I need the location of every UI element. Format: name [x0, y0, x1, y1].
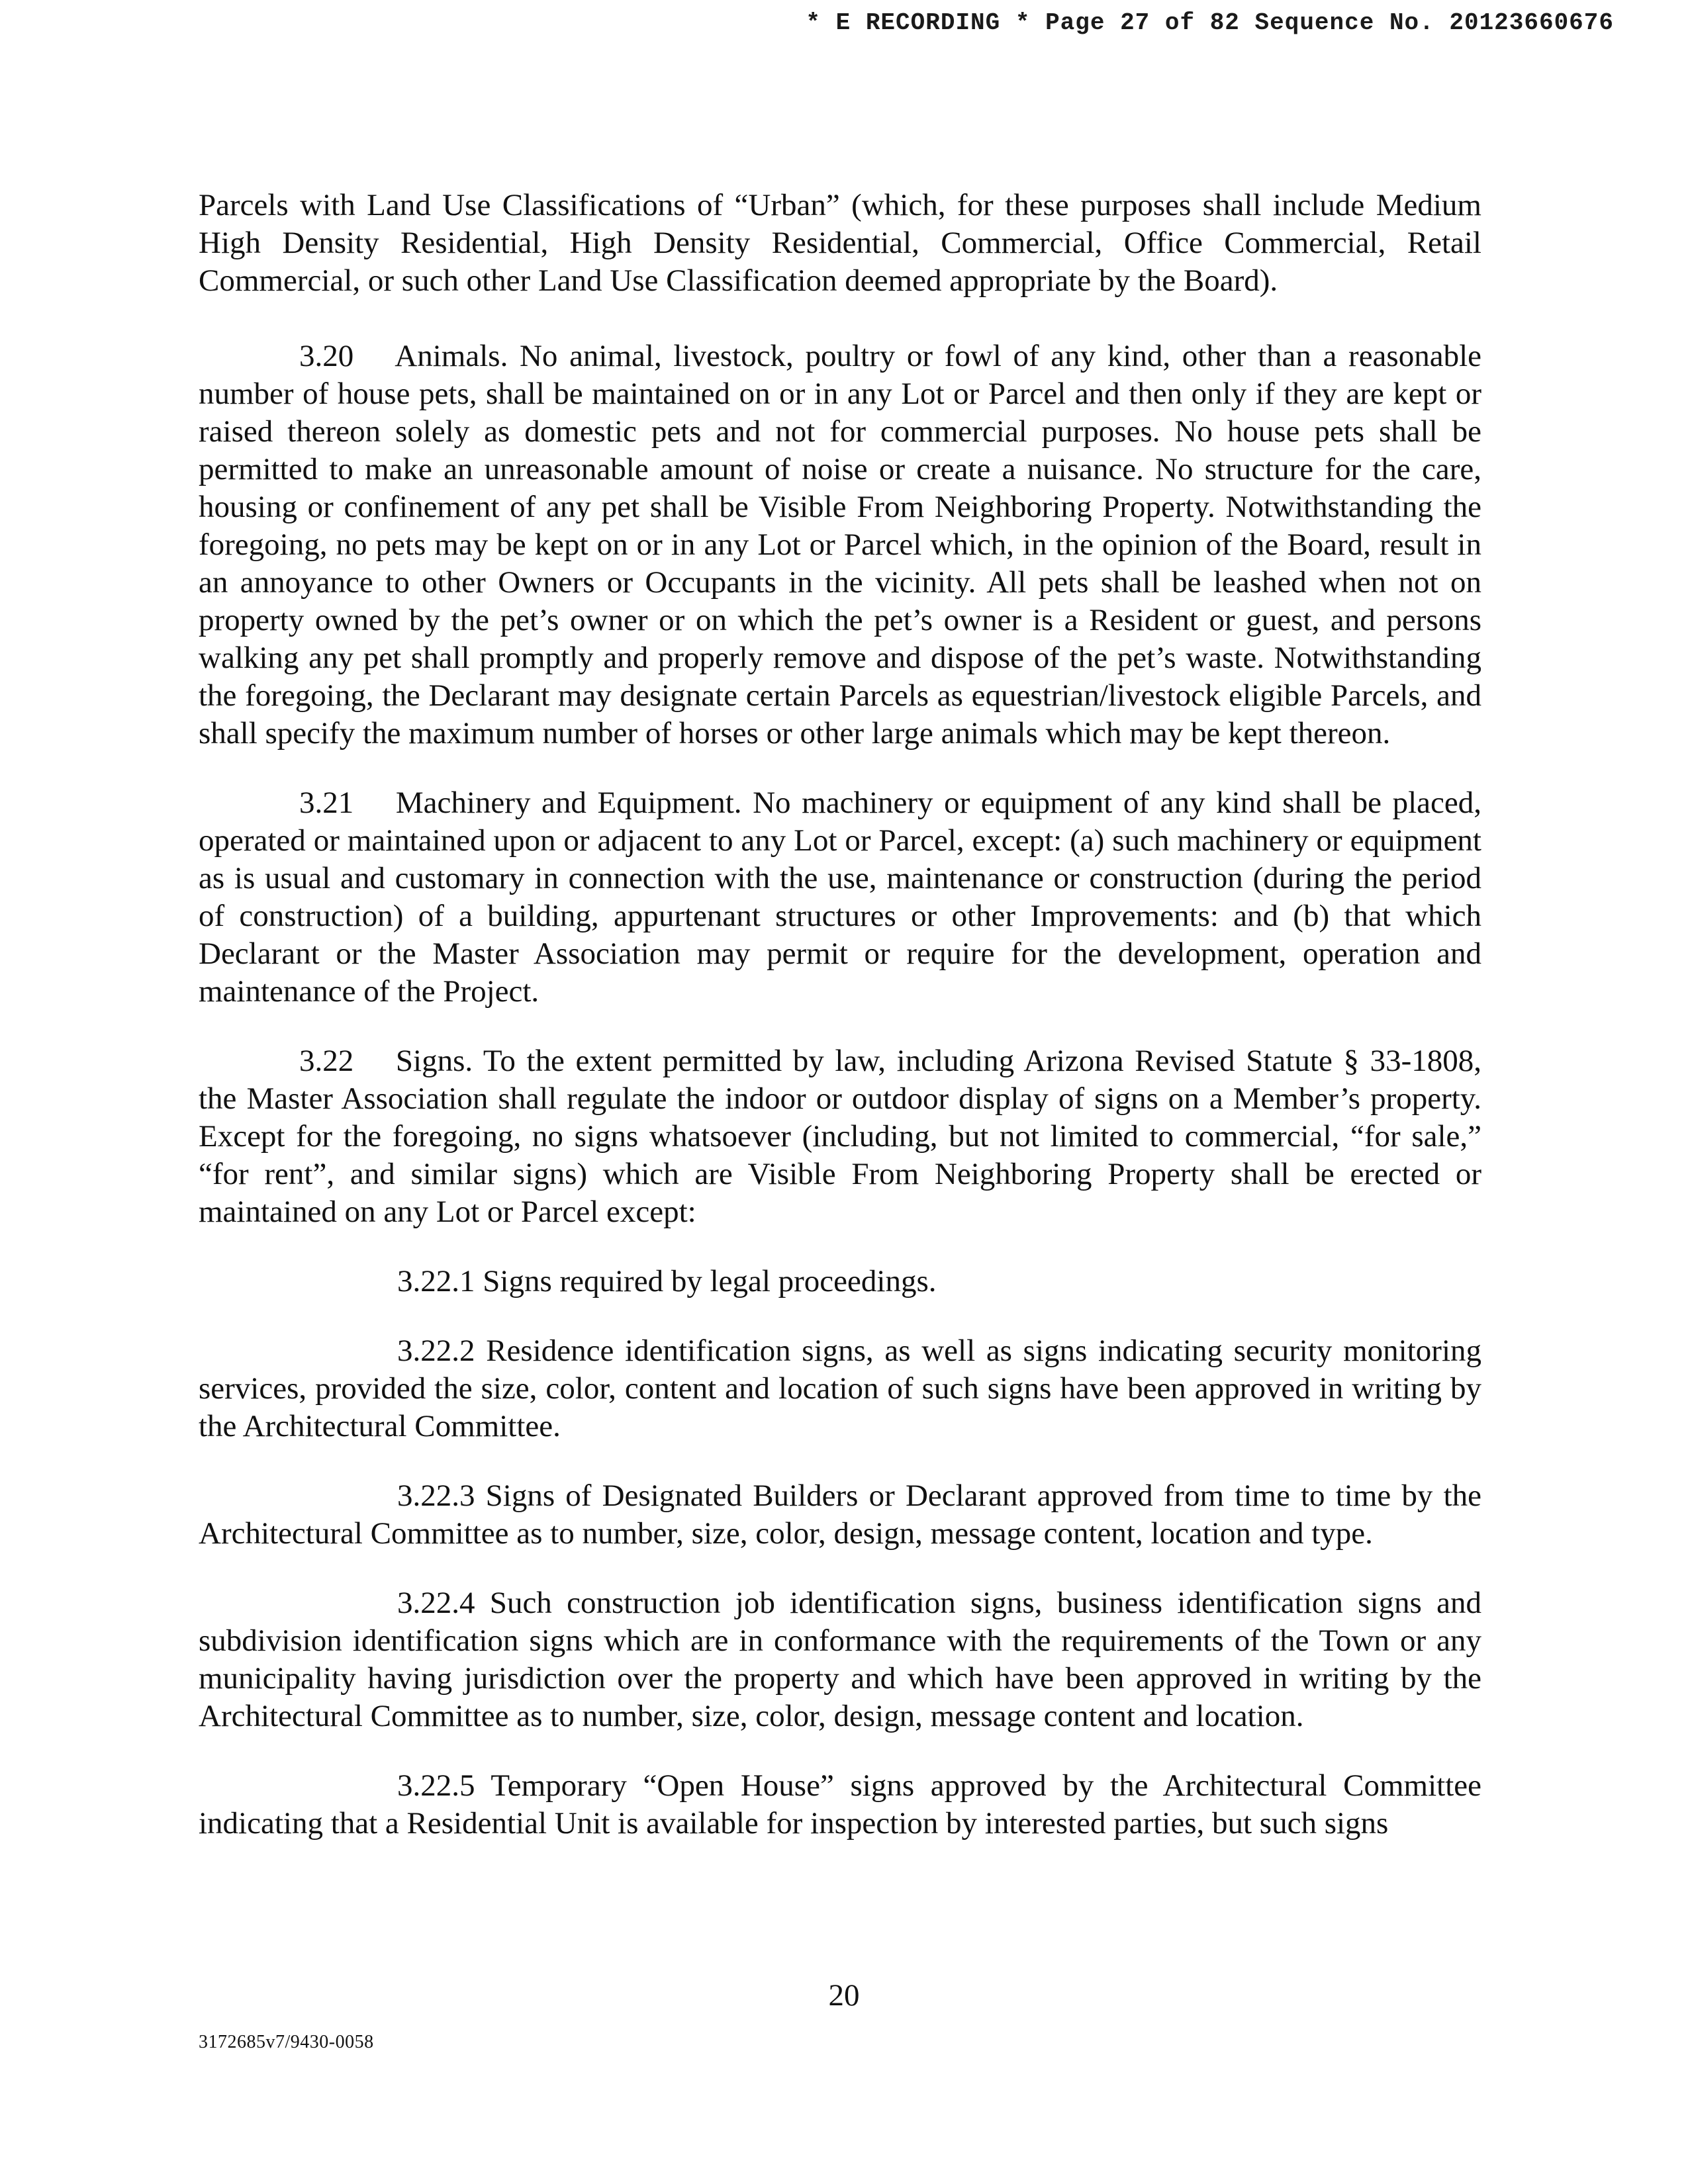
page-number: 20	[828, 1978, 860, 2013]
document-id: 3172685v7/9430-0058	[199, 2032, 374, 2052]
section-3-21-machinery: 3.21 Machinery and Equipment. No machinery or equipment of any kind shall be placed, operated or maintained upon or adjacent to any Lot or Parcel, except: (a) such machinery or equipment as is usual and customary in connection with the use, maintenance or construction (during the period of construction) of a building, appurtenant structures or other Improvements: and (b) that which Declarant or the Master Association may permit or require for the development, operation and maintenance of the Project.	[199, 786, 1481, 1009]
intro-paragraph: Parcels with Land Use Classifications of “Urban” (which, for these purposes shall include Medium High Density Residential, High Density Residential, Commercial, Office Commercial, Retail Commercial, or such other Land Use Classification deemed appropriate by the Board).	[199, 188, 1481, 298]
section-3-22-1: 3.22.1 Signs required by legal proceedings.	[397, 1264, 937, 1298]
document-body	[199, 187, 1481, 1874]
section-3-22-2: 3.22.2 Residence identification signs, as well as signs indicating security monitoring services, provided the size, color, content and location of such signs have been approved in writing by the Architectural Committee.	[199, 1334, 1481, 1443]
section-3-22-3: 3.22.3 Signs of Designated Builders or Declarant approved from time to time by the Architectural Committee as to number, size, color, design, message content, location and type.	[199, 1479, 1481, 1551]
section-3-22-5: 3.22.5 Temporary “Open House” signs approved by the Architectural Committee indicating that a Residential Unit is available for inspection by interested parties, but such signs	[199, 1768, 1481, 1841]
section-3-20-animals: 3.20 Animals. No animal, livestock, poultry or fowl of any kind, other than a reasonable number of house pets, shall be maintained on or in any Lot or Parcel and then only if they are kept or raised thereon solely as domestic pets and not for commercial purposes. No house pets shall be permitted to make an unreasonable amount of noise or create a nuisance. No structure for the care, housing or confinement of any pet shall be Visible From Neighboring Property. Notwithstanding the foregoing, no pets may be kept on or in any Lot or Parcel which, in the opinion of the Board, result in an annoyance to other Owners or Occupants in the vicinity. All pets shall be leashed when not on property owned by the pet’s owner or on which the pet’s owner is a Resident or guest, and persons walking any pet shall promptly and properly remove and dispose of the pet’s waste. Notwithstanding the foregoing, the Declarant may designate certain Parcels as equestrian/livestock eligible Parcels, and shall specify the maximum number of horses or other large animals which may be kept thereon.	[199, 339, 1481, 751]
section-3-22-signs: 3.22 Signs. To the extent permitted by law, including Arizona Revised Statute § 33-1808, the Master Association shall regulate the indoor or outdoor display of signs on a Member’s property. Except for the foregoing, no signs whatsoever (including, but not limited to commercial, “for sale,” “for rent”, and similar signs) which are Visible From Neighboring Property shall be erected or maintained on any Lot or Parcel except:	[199, 1044, 1481, 1229]
section-3-22-4: 3.22.4 Such construction job identification signs, business identification signs and subdivision identification signs which are in conformance with the requirements of the Town or any municipality having jurisdiction over the property and which have been approved in writing by the Architectural Committee as to number, size, color, design, message content and location.	[199, 1586, 1481, 1733]
recording-header: * E RECORDING * Page 27 of 82 Sequence No. 20123660676	[806, 9, 1614, 36]
